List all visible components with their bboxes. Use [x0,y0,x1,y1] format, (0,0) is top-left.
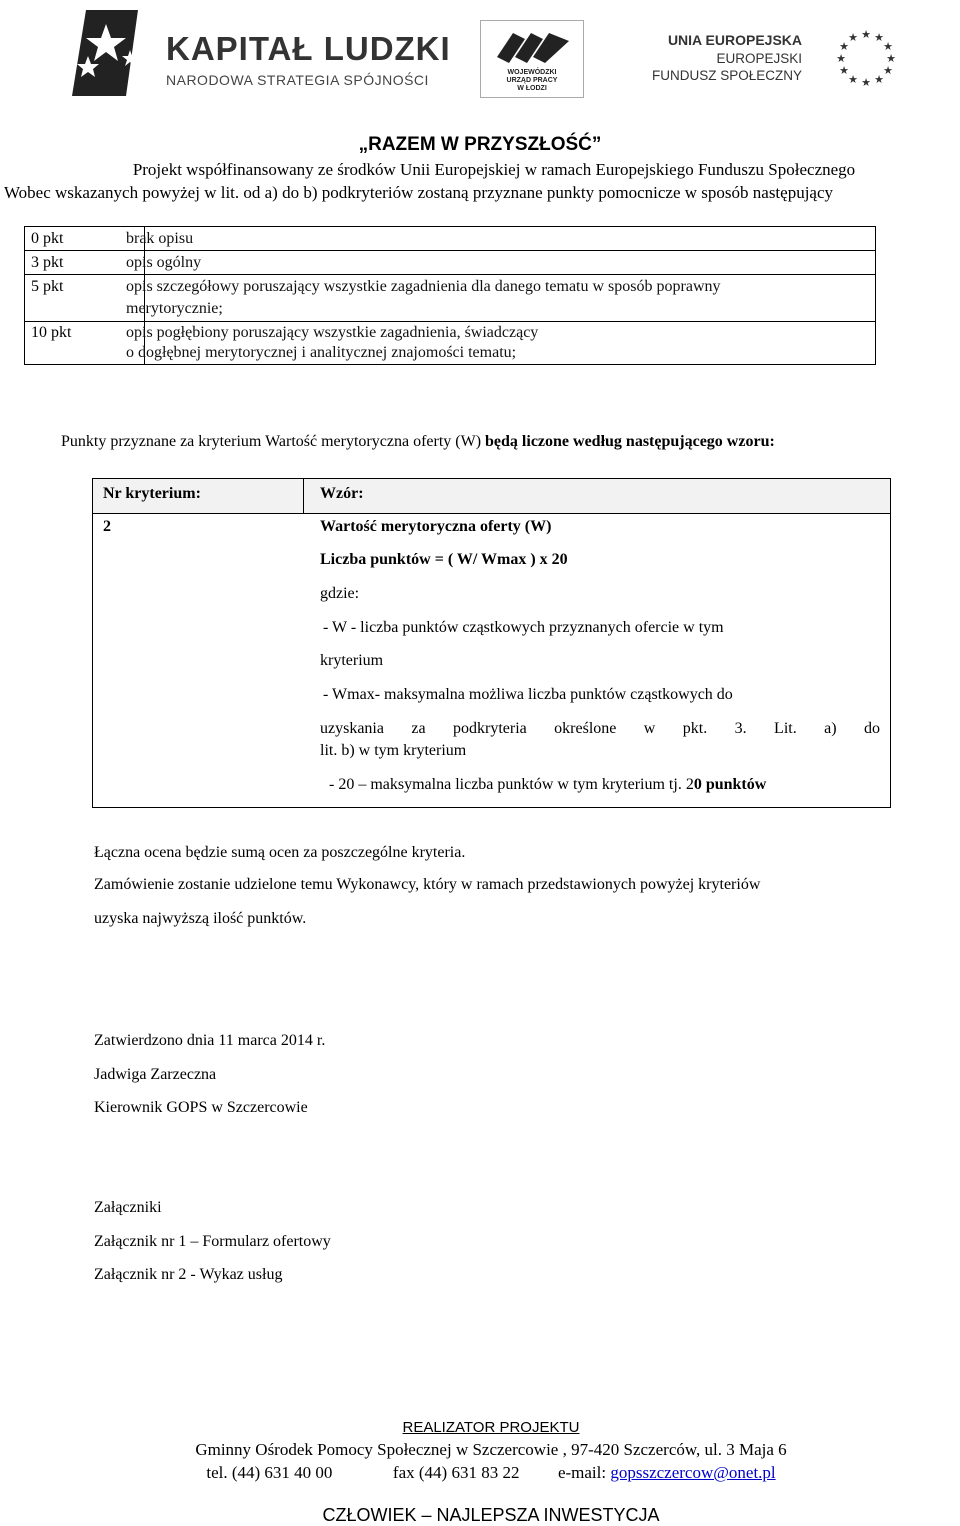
wup-line2: URZĄD PRACY [506,77,558,84]
score-description: o dogłębnej merytorycznej i analitycznej znajomości tematu; [126,344,517,361]
svg-text:★: ★ [883,40,893,53]
kapital-ludzki-name: KAPITAŁ LUDZKI [166,30,451,67]
score-points: 10 pkt [31,324,72,341]
approval-date: Zatwierdzono dnia 11 marca 2014 r. [94,1032,326,1049]
score-table-rule [25,321,875,322]
award-statement: Zamówienie zostanie udzielone temu Wykonawcy, który w ramach przedstawionych powyżej kryteriów [94,876,761,893]
kapital-ludzki-subtitle: NARODOWA STRATEGIA SPÓJNOŚCI [166,72,429,88]
ue-line1: UNIA EUROPEJSKA [667,32,802,48]
score-description: merytorycznie; [126,300,223,317]
svg-text:★: ★ [836,52,846,65]
svg-text:★: ★ [886,52,896,65]
wup-lodz-logo [480,20,584,98]
formula-gdzie: gdzie: [320,585,360,602]
sum-statement: Łączna ocena będzie sumą ocen za poszczególne kryteria. [94,844,466,861]
formula-max-bold: 0 punktów [693,776,767,793]
footer-tel: tel. (44) 631 40 00 [206,1463,333,1482]
wup-line3: W ŁODZI [517,85,547,92]
formula-table-header-divider [303,479,304,513]
footer-fax: fax (44) 631 83 22 [392,1463,520,1482]
svg-text:★: ★ [874,31,884,44]
project-cofinancing: Projekt współfinansowany ze środków Unii Europejskiej w ramach Europejskiego Funduszu Społecznego [132,160,856,179]
criterion-title: Wartość merytoryczna oferty (W) [320,518,552,535]
wup-arrows-icon [495,27,571,67]
eu-stars-icon [824,28,908,88]
ue-line2: EUROPEJSKI [716,51,802,66]
formula-max-plain: - 20 – maksymalna liczba punktów w tym kryterium tj. 2 [329,776,694,793]
svg-text:★: ★ [861,76,871,88]
wup-lodz-caption [481,69,583,93]
formula-table [92,478,891,808]
formula-intro [61,433,775,451]
svg-text:★: ★ [848,31,858,44]
ue-line3: FUNDUSZ SPOŁECZNY [651,68,802,83]
score-points: 3 pkt [31,254,64,271]
footer-heading: REALIZATOR PROJEKTU [402,1419,580,1436]
formula-wmax-definition-end: lit. b) w tym kryterium [320,742,467,759]
score-description: brak opisu [126,230,194,247]
formula-equation: Liczba punktów = ( W/ Wmax ) x 20 [320,551,568,568]
project-motto: „RAZEM W PRZYSZŁOŚĆ” [358,134,602,155]
footer-slogan: CZŁOWIEK – NAJLEPSZA INWESTYCJA [322,1505,660,1525]
score-table-rule [25,250,875,251]
svg-text:★: ★ [861,28,871,41]
svg-text:★: ★ [839,64,849,77]
footer-organization: Gminny Ośrodek Pomocy Społecznej w Szczercowie , 97-420 Szczerców, ul. 3 Maja 6 [195,1440,787,1459]
signer-name: Jadwiga Zarzeczna [94,1066,217,1083]
award-statement-cont: uzyska najwyższą ilość punktów. [94,910,307,927]
formula-w-definition: - W - liczba punktów cząstkowych przyznanych ofercie w tym [323,619,724,636]
attachment-item: Załącznik nr 2 - Wykaz usług [94,1266,283,1283]
wup-line1: WOJEWÓDZKI [507,69,557,76]
svg-text:★: ★ [848,73,858,86]
formula-max-points [329,776,766,794]
column-header-nr: Nr kryterium: [103,485,201,502]
attachments-title: Załączniki [94,1199,162,1216]
svg-text:★: ★ [874,73,884,86]
formula-table-header [93,479,890,514]
criterion-number: 2 [103,518,111,535]
kapital-ludzki-logo [66,6,451,98]
svg-text:★: ★ [883,64,893,77]
attachment-item: Załącznik nr 1 – Formularz ofertowy [94,1233,331,1250]
score-description: opis pogłębiony poruszający wszystkie zagadnienia, świadczący [126,324,539,341]
formula-intro-bold: będą liczone według następującego wzoru: [485,433,775,450]
signer-role: Kierownik GOPS w Szczercowie [94,1099,308,1116]
column-header-wzor: Wzór: [320,485,364,502]
score-description: opis szczegółowy poruszający wszystkie zagadnienia dla danego tematu w sposób poprawny [126,278,721,295]
formula-w-definition-cont: kryterium [320,652,384,669]
ue-logo [620,28,940,98]
score-points: 0 pkt [31,230,64,247]
scoring-intro: Wobec wskazanych powyżej w lit. od a) do b) podkryteriów zostaną przyznane punkty pomocnicze w sposób następujący [4,183,834,202]
score-table-rule [25,274,875,275]
formula-wmax-definition-cont: uzyskania za podkryteria określone w pkt. 3. Lit. a) do [320,720,880,737]
score-table [24,226,876,365]
formula-wmax-definition: - Wmax- maksymalna możliwa liczba punktów cząstkowych do [323,686,733,703]
footer-email-label: e-mail: [557,1463,611,1482]
score-description: opis ogólny [126,254,202,271]
formula-intro-plain: Punkty przyznane za kryterium Wartość merytoryczna oferty (W) [61,433,486,450]
kapital-ludzki-emblem-icon [66,6,154,98]
score-points: 5 pkt [31,278,64,295]
footer-contacts [0,1463,960,1483]
footer-email-link[interactable]: gopsszczercow@onet.pl [610,1463,776,1482]
svg-text:★: ★ [839,40,849,53]
